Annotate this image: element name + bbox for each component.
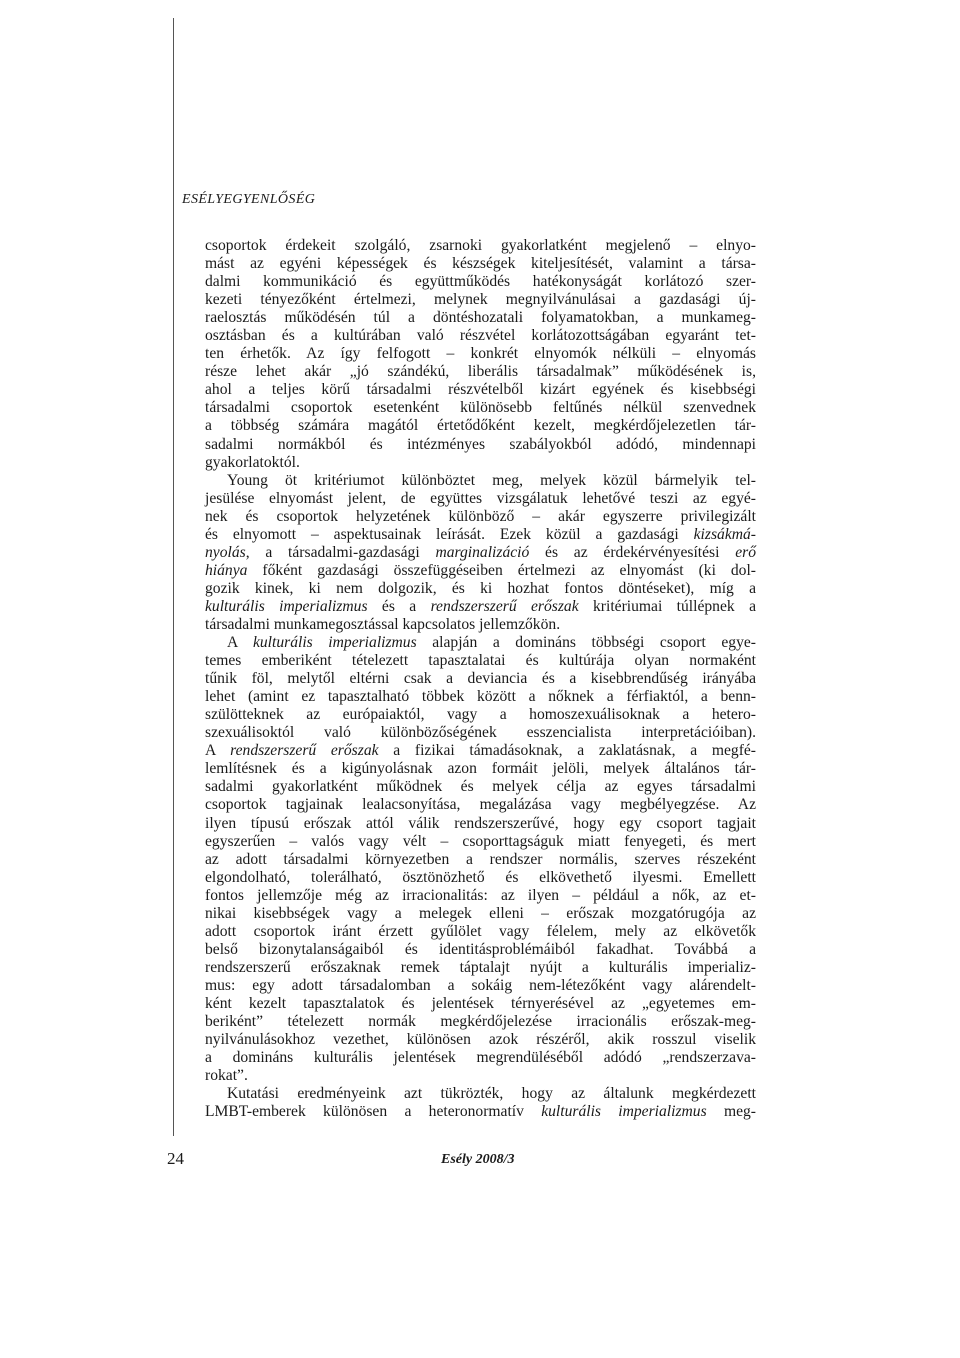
- text-line: A rendszerszerű erőszak a fizikai támadásoknak, a zaklatásnak, a megfé-: [205, 742, 756, 760]
- text-line: gozik kinek, ki nem dolgozik, és ki hozhat fontos döntéseket), míg a: [205, 579, 756, 597]
- text-line: belső bizonytalanságaiból és identitásproblémáiból fakadhat. Továbbá a: [205, 940, 756, 958]
- text-line: nyolás, a társadalmi-gazdasági marginalizáció és az érdekérvényesítési erő: [205, 543, 756, 561]
- text-line: gyakorlatoktól.: [205, 453, 300, 471]
- text-line: ten érhetők. Az így felfogott – konkrét elnyomók nélküli – elnyomás: [205, 345, 756, 363]
- text-line: csoportok érdekeit szolgáló, zsarnoki gyakorlatként megjelenő – elnyo-: [205, 237, 756, 254]
- body-text: [205, 237, 756, 1121]
- text-line: társadalmi munkamegosztással kapcsolatos jellemzőkön.: [205, 615, 561, 633]
- text-line: társadalmi csoportok esetenként különösebb feltűnés nélkül szenvednek: [205, 399, 756, 417]
- text-line: A kulturális imperializmus alapján a domináns többségi csoport egye-: [227, 634, 756, 652]
- text-line: rokat”.: [205, 1067, 248, 1085]
- text-line: ilyen típusú erőszak attól válik rendszerszerűvé, hogy egy csoport tagjait: [205, 814, 756, 832]
- text-line: rendszerszerű erőszaknak remek táptalajt nyújt a kulturális imperializ-: [205, 958, 756, 976]
- text-line: nikai kisebbségek vagy a melegek elleni – erőszak mozgatórugója az: [205, 904, 756, 922]
- text-line: egyszerűen – valós vagy vélt – csoporttagságuk miatt fenyegeti, és mert: [205, 832, 756, 850]
- text-line: ahol a teljes körű társadalmi részvételből kizárt egyének és kisebbségi: [205, 381, 756, 399]
- text-line: mus: egy adott társadalomban a sokáig nem-létezőként vagy alárendelt-: [205, 976, 756, 994]
- text-line: hiánya főként gazdasági összefüggéseiben értelmezi az elnyomást (ki dol-: [205, 561, 756, 579]
- text-line: nyilvánulásokhoz vezethet, különösen azok részéről, akik rosszul viselik: [205, 1031, 756, 1049]
- text-line: sadalmi normákból és intézményes szabályokból adódó, mindennapi: [205, 435, 756, 453]
- text-line: raelosztás működésén túl a döntéshozatali folyamatokban, a munkameg-: [205, 309, 756, 327]
- text-line: a többség számára magától értetődőként kezelt, megkérdőjelezetlen tár-: [205, 417, 756, 435]
- text-line: lemlítésnek és a kigúnyolásnak azon formáit jelöli, melyek általános tár-: [205, 760, 756, 778]
- text-line: mást az egyéni képességek és készségek kiteljesítését, valamint a társa-: [205, 255, 756, 273]
- text-line: fontos jellemzője még az irracionalitás: az ilyen – például a nők, az et-: [205, 886, 756, 904]
- text-line: jesülése elnyomást jelent, de együttes vizsgálatuk lehetővé teszi az egyé-: [205, 489, 756, 507]
- text-line: Kutatási eredményeink azt tükrözték, hogy az általunk megkérdezett: [227, 1085, 756, 1103]
- running-title: ESÉLYEGYENLŐSÉG: [182, 192, 316, 207]
- text-line: lehet (amint ez tapasztalható többek között a nőknek a férfiaktól, a benn-: [205, 688, 756, 706]
- text-line: nek és csoportok helyzetének különböző – akár egyszerre privilegizált: [205, 507, 756, 525]
- text-line: a domináns kulturális jelentések megrendüléséből adódó „rendszerzava-: [205, 1049, 756, 1067]
- text-line: osztásban és a kultúrában való részvétel korlátozottságában egyaránt tet-: [205, 327, 756, 345]
- text-line: az adott társadalmi környezetben a rendszer normális, szerves részeként: [205, 850, 756, 868]
- margin-rule: [173, 18, 174, 1136]
- text-line: sadalmi gyakorlatként működnek és melyek célja az egyes társadalmi: [205, 778, 756, 796]
- text-line: elgondolható, tolerálható, ösztönözhető és elkövethető ilyesmi. Emellett: [205, 868, 756, 886]
- text-line: adott csoportok iránt érzett gyűlölet vagy félelem, mely az elkövetők: [205, 922, 756, 940]
- text-line: kulturális imperializmus és a rendszerszerű erőszak kritériumai túllépnek a: [205, 597, 756, 615]
- text-line: Young öt kritériumot különböztet meg, melyek közül bármelyik tel-: [227, 471, 756, 489]
- text-line: LMBT-emberek különösen a heteronormatív kulturális imperializmus meg-: [205, 1103, 757, 1121]
- text-line: és elnyomott – aspektusainak leírását. Ezek közül a gazdasági kizsákmá-: [205, 525, 756, 543]
- text-line: temes emberiként tételezett tapasztalatai és kultúrája olyan normaként: [205, 652, 756, 670]
- text-line: ként kezelt tapasztalatok és jelentések térnyerésével az „egyetemes em-: [205, 994, 756, 1012]
- journal-footer: Esély 2008/3: [441, 1152, 515, 1167]
- text-line: csoportok tagjainak lealacsonyítása, megalázása vagy megbélyegzése. Az: [205, 796, 756, 814]
- page-number: 24: [167, 1149, 184, 1168]
- text-line: tűnik föl, melytől eltérni csak a deviancia és a kisebbrendűség irányába: [205, 670, 756, 688]
- text-line: beriként” tételezett normák megkérdőjelezése irracionális erőszak-meg-: [205, 1013, 756, 1031]
- text-line: szexuálisoktól való különbözőségének esszencialista interpretációiban).: [205, 724, 756, 742]
- text-line: dalmi kommunikáció és együttműködés hatékonyságát korlátozó szer-: [205, 273, 756, 291]
- text-line: szülötteknek az európaiaktól, vagy a homoszexuálisoknak a hetero-: [205, 706, 756, 724]
- text-line: kezeti tényezőként értelmezi, melynek megnyilvánulásai a gazdasági új-: [205, 291, 756, 309]
- text-line: része lehet akár „jó szándékú, liberális társadalmak” működésének is,: [205, 363, 756, 381]
